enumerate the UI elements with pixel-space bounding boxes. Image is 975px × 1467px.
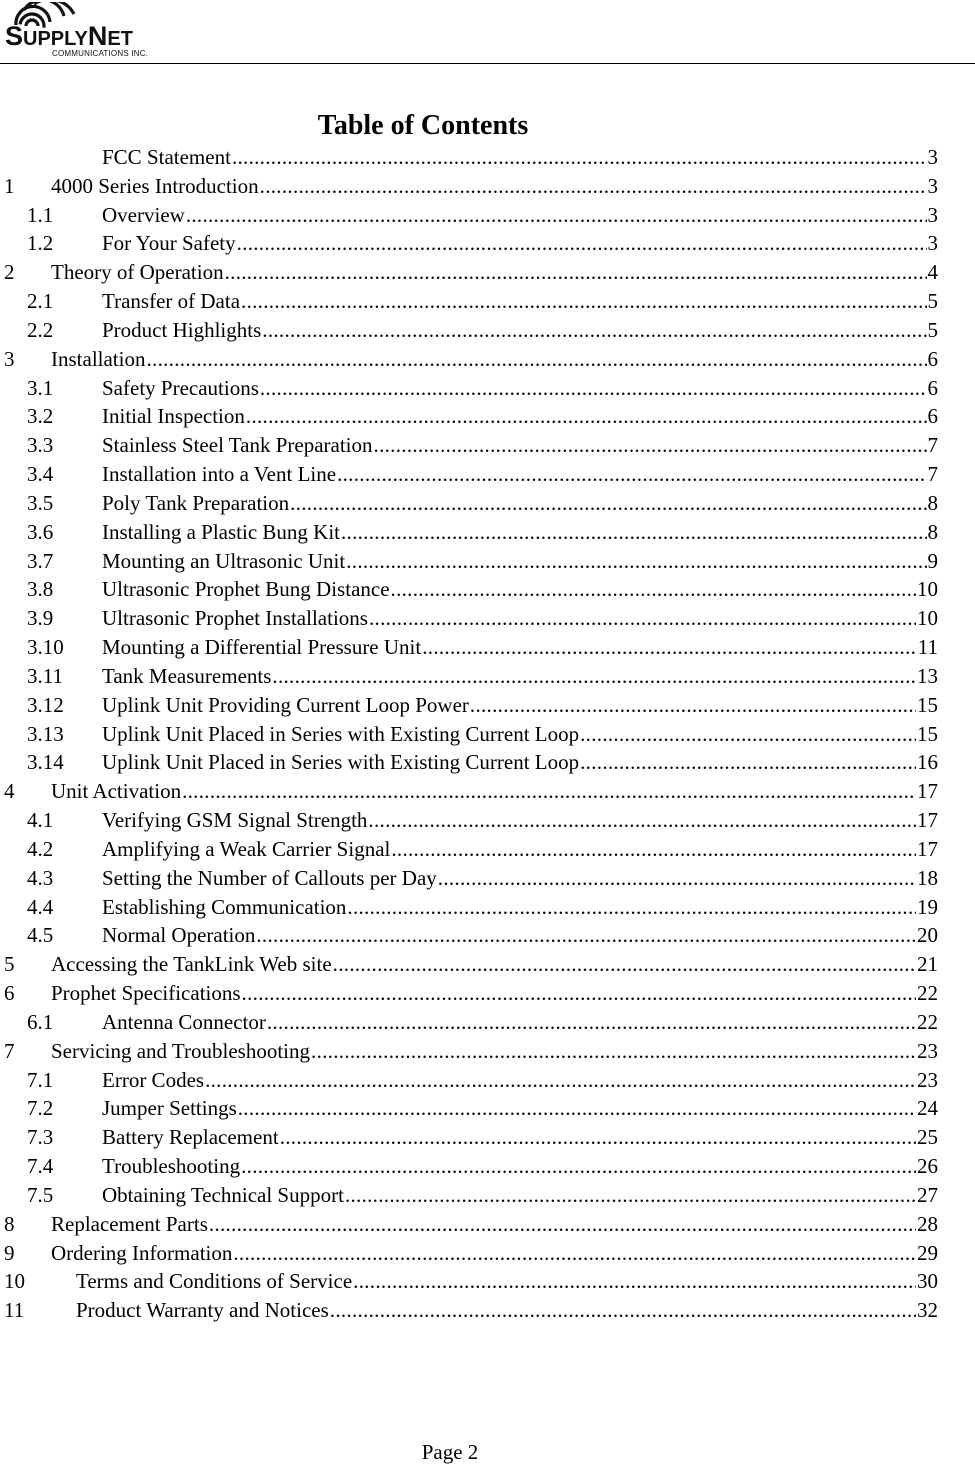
toc-entry[interactable] <box>4 979 938 1008</box>
toc-entry-page[interactable]: 11 <box>917 635 938 660</box>
toc-entry-page[interactable]: 10 <box>917 606 938 631</box>
toc-entry-title[interactable]: Theory of Operation <box>51 260 224 285</box>
toc-entry[interactable] <box>4 258 938 287</box>
toc-dot-leader <box>246 402 927 431</box>
toc-entry-number: 3.3 <box>27 433 54 458</box>
supplynet-logo <box>4 2 174 60</box>
toc-entry-title[interactable]: Jumper Settings <box>102 1096 237 1121</box>
toc-dot-leader <box>345 1181 916 1210</box>
logo-wordmark <box>5 23 133 50</box>
toc-entry-number: 3.11 <box>27 663 63 688</box>
toc-entry-number: 9 <box>4 1240 15 1265</box>
toc-entry-number: 4.5 <box>27 923 54 948</box>
toc-entry-title[interactable]: Tank Measurements <box>102 663 272 688</box>
toc-entry[interactable] <box>27 431 938 460</box>
toc-dot-leader <box>311 1037 916 1066</box>
toc-entry-number: 4.2 <box>27 836 54 861</box>
toc-entry-page[interactable]: 8 <box>927 519 938 544</box>
toc-entry-title[interactable]: Prophet Specifications <box>51 981 241 1006</box>
toc-entry-number: 1.2 <box>27 231 54 256</box>
toc-entry-page[interactable]: 28 <box>917 1211 938 1236</box>
toc-entry-page[interactable]: 5 <box>927 289 938 314</box>
toc-dot-leader <box>242 979 916 1008</box>
toc-dot-leader <box>368 806 916 835</box>
toc-entry-title[interactable]: Product Highlights <box>102 317 262 342</box>
toc-dot-leader <box>290 489 926 518</box>
toc-entry-number: 11 <box>4 1298 25 1323</box>
toc-dot-leader <box>232 143 927 172</box>
toc-entry-number: 7 <box>4 1038 15 1063</box>
toc-entry-title[interactable]: Installing a Plastic Bung Kit <box>102 519 340 544</box>
toc-entry-page[interactable]: 5 <box>927 317 938 342</box>
toc-dot-leader <box>205 1066 916 1095</box>
toc-entry-title[interactable]: Antenna Connector <box>102 1009 266 1034</box>
toc-dot-leader <box>341 518 927 547</box>
toc-dot-leader <box>238 1094 916 1123</box>
toc-entry[interactable] <box>27 864 938 893</box>
toc-dot-leader <box>280 1123 916 1152</box>
toc-entry-title[interactable]: Initial Inspection <box>102 404 245 429</box>
toc-entry-title[interactable]: Uplink Unit Placed in Series with Existing Current Loop <box>102 721 580 746</box>
toc-entry-page[interactable]: 22 <box>917 1009 938 1034</box>
toc-entry-number: 2.1 <box>27 289 54 314</box>
toc-dot-leader <box>346 547 926 576</box>
logo-letter: S <box>5 21 24 51</box>
toc-dot-leader <box>422 633 917 662</box>
toc-entry[interactable] <box>27 1008 938 1037</box>
toc-entry-number: 6 <box>4 981 15 1006</box>
toc-entry-title[interactable]: Uplink Unit Providing Current Loop Power <box>102 692 469 717</box>
toc-entry[interactable] <box>27 143 938 172</box>
toc-entry-title[interactable]: Product Warranty and Notices <box>76 1298 329 1323</box>
toc-dot-leader <box>470 691 916 720</box>
toc-entry[interactable] <box>27 1094 938 1123</box>
toc-dot-leader <box>272 662 916 691</box>
toc-entry-page[interactable]: 17 <box>917 808 938 833</box>
toc-entry-number: 4.3 <box>27 865 54 890</box>
toc-entry-title[interactable]: Overview <box>102 202 185 227</box>
toc-entry-page[interactable]: 29 <box>917 1240 938 1265</box>
toc-entry-title[interactable]: Ultrasonic Prophet Bung Distance <box>102 577 390 602</box>
toc-entry-page[interactable]: 20 <box>917 923 938 948</box>
toc-entry[interactable] <box>27 921 938 950</box>
toc-dot-leader <box>353 1267 916 1296</box>
toc-entry-page[interactable]: 25 <box>917 1125 938 1150</box>
toc-dot-leader <box>241 287 926 316</box>
toc-entry-title[interactable]: Normal Operation <box>102 923 256 948</box>
toc-entry-number: 6.1 <box>27 1009 54 1034</box>
toc-entry-title[interactable]: Uplink Unit Placed in Series with Existing Current Loop <box>102 750 580 775</box>
toc-entry[interactable] <box>4 1037 938 1066</box>
toc-entry-page[interactable]: 16 <box>917 750 938 775</box>
toc-entry-page[interactable]: 6 <box>927 346 938 371</box>
toc-entry-title[interactable]: Transfer of Data <box>102 289 241 314</box>
toc-entry-page[interactable]: 9 <box>927 548 938 573</box>
toc-entry-title[interactable]: For Your Safety <box>102 231 236 256</box>
toc-entry[interactable] <box>4 1267 938 1296</box>
toc-entry-number: 3.6 <box>27 519 54 544</box>
toc-entry-page[interactable]: 24 <box>917 1096 938 1121</box>
toc-entry-title[interactable]: Accessing the TankLink Web site <box>51 952 332 977</box>
toc-entry[interactable] <box>27 518 938 547</box>
toc-entry-title[interactable]: Poly Tank Preparation <box>102 490 290 515</box>
toc-entry[interactable] <box>4 950 938 979</box>
toc-entry[interactable] <box>27 604 938 633</box>
toc-entry-page[interactable]: 3 <box>927 145 938 169</box>
toc-entry-number: 2 <box>4 260 15 285</box>
toc-entry-title[interactable]: Installation <box>51 346 146 371</box>
toc-dot-leader <box>580 748 916 777</box>
toc-dot-leader <box>256 921 916 950</box>
toc-entry-page[interactable]: 23 <box>917 1067 938 1092</box>
toc-dot-leader <box>337 460 926 489</box>
toc-entry-page[interactable]: 17 <box>917 836 938 861</box>
toc-entry-number: 3.12 <box>27 692 64 717</box>
toc-entry-number: 3.7 <box>27 548 54 573</box>
toc-dot-leader <box>233 1239 916 1268</box>
logo-subtitle: COMMUNICATIONS INC. <box>52 49 149 58</box>
toc-dot-leader <box>260 172 927 201</box>
toc-entry-number: 2.2 <box>27 317 54 342</box>
toc-entry-title[interactable]: Ultrasonic Prophet Installations <box>102 606 368 631</box>
toc-entry-number: 7.1 <box>27 1067 54 1092</box>
toc-entry-title[interactable]: Mounting an Ultrasonic Unit <box>102 548 346 573</box>
toc-entry-page[interactable]: 18 <box>917 865 938 890</box>
toc-entry-title[interactable]: Verifying GSM Signal Strength <box>102 808 368 833</box>
toc-entry-number: 3.14 <box>27 750 64 775</box>
toc-dot-leader <box>225 258 927 287</box>
toc-entry-number: 3.8 <box>27 577 54 602</box>
toc-dot-leader <box>186 201 927 230</box>
toc-entry-title[interactable]: Troubleshooting <box>102 1154 241 1179</box>
toc-entry[interactable] <box>27 201 938 230</box>
toc-entry-title[interactable]: Installation into a Vent Line <box>102 462 337 487</box>
toc-entry[interactable] <box>27 633 938 662</box>
toc-entry[interactable] <box>27 460 938 489</box>
toc-entry-page[interactable]: 4 <box>927 260 938 285</box>
toc-dot-leader <box>333 950 916 979</box>
logo-letters: ET <box>107 28 133 50</box>
toc-dot-leader <box>209 1210 916 1239</box>
toc-entry[interactable] <box>4 345 938 374</box>
toc-dot-leader <box>347 893 916 922</box>
toc-dot-leader <box>438 864 916 893</box>
toc-entry[interactable] <box>27 575 938 604</box>
toc-entry[interactable] <box>4 172 938 201</box>
toc-entry[interactable] <box>27 547 938 576</box>
toc-dot-leader <box>241 1152 916 1181</box>
toc-entry-page[interactable]: 6 <box>927 375 938 400</box>
toc-entry-title[interactable]: 4000 Series Introduction <box>51 173 259 198</box>
toc-entry[interactable] <box>4 1296 938 1325</box>
toc-entry[interactable] <box>27 374 938 403</box>
toc-entry-number: 3.10 <box>27 635 64 660</box>
page-number: Page 2 <box>421 1440 479 1464</box>
toc-entry[interactable] <box>27 402 938 431</box>
toc-dot-leader <box>391 835 916 864</box>
toc-entry-number: 4.1 <box>27 808 54 833</box>
toc-entry[interactable] <box>27 662 938 691</box>
toc-entry-page[interactable]: 7 <box>927 462 938 487</box>
toc-entry-title[interactable]: Error Codes <box>102 1067 205 1092</box>
toc-dot-leader <box>374 431 927 460</box>
toc-entry-number: 10 <box>4 1269 25 1294</box>
toc-dot-leader <box>580 720 916 749</box>
toc-dot-leader <box>182 777 916 806</box>
toc-entry[interactable] <box>27 893 938 922</box>
toc-entry-page[interactable]: 3 <box>927 173 938 198</box>
toc-entry-page[interactable]: 19 <box>917 894 938 919</box>
toc-entry-number: 3 <box>4 346 15 371</box>
toc-entry-page[interactable]: 3 <box>927 231 938 256</box>
toc-entry[interactable] <box>27 316 938 345</box>
toc-entry-page[interactable]: 6 <box>927 404 938 429</box>
logo-letter: N <box>87 21 108 51</box>
toc-entry-page[interactable]: 30 <box>917 1269 938 1294</box>
toc-entry-title[interactable]: Terms and Conditions of Service <box>76 1269 353 1294</box>
toc-entry-number: 7.2 <box>27 1096 54 1121</box>
toc-entry-page[interactable]: 32 <box>917 1298 938 1323</box>
toc-entry-page[interactable]: 17 <box>917 779 938 804</box>
toc-entry-page[interactable]: 13 <box>917 663 938 688</box>
toc-entry[interactable] <box>27 489 938 518</box>
toc-entry-title[interactable]: Mounting a Differential Pressure Unit <box>102 635 422 660</box>
toc-entry[interactable] <box>27 806 938 835</box>
toc-entry-page[interactable]: 26 <box>917 1154 938 1179</box>
toc-entry-number: 1.1 <box>27 202 54 227</box>
toc-entry[interactable] <box>27 748 938 777</box>
toc-entry[interactable] <box>27 1066 938 1095</box>
toc-entry[interactable] <box>27 287 938 316</box>
toc-entry-number: 3.9 <box>27 606 54 631</box>
toc-entry-number: 7.4 <box>27 1154 54 1179</box>
toc-entry-title[interactable]: FCC Statement <box>102 145 231 169</box>
toc-entry[interactable] <box>27 1181 938 1210</box>
toc-dot-leader <box>237 229 927 258</box>
toc-entry-title[interactable]: Servicing and Troubleshooting <box>51 1038 311 1063</box>
logo-letters: UPPLY <box>23 28 88 50</box>
toc-entry-number: 8 <box>4 1211 15 1236</box>
toc-entry-number: 1 <box>4 173 15 198</box>
toc-entry-number: 4.4 <box>27 894 54 919</box>
page-title: Table of Contents <box>317 110 529 141</box>
toc-entry-number: 3.2 <box>27 404 54 429</box>
toc-entry-page[interactable]: 10 <box>917 577 938 602</box>
header-rule <box>0 63 975 64</box>
toc-entry-page[interactable]: 27 <box>917 1182 938 1207</box>
toc-entry-number: 3.13 <box>27 721 64 746</box>
toc-entry-title[interactable]: Replacement Parts <box>51 1211 208 1236</box>
toc-entry-page[interactable]: 22 <box>917 981 938 1006</box>
toc-dot-leader <box>391 575 916 604</box>
toc-dot-leader <box>330 1296 916 1325</box>
toc-dot-leader <box>146 345 926 374</box>
toc-entry-title[interactable]: Obtaining Technical Support <box>102 1182 344 1207</box>
toc-entry-number: 5 <box>4 952 15 977</box>
toc-entry-title[interactable]: Unit Activation <box>51 779 182 804</box>
page-header <box>0 0 975 66</box>
toc-entry[interactable] <box>27 691 938 720</box>
toc-entry-number: 4 <box>4 779 15 804</box>
toc-entry-title[interactable]: Battery Replacement <box>102 1125 279 1150</box>
toc-entry-page[interactable]: 15 <box>917 721 938 746</box>
toc-dot-leader <box>260 374 927 403</box>
toc-dot-leader <box>369 604 916 633</box>
toc-entry[interactable] <box>4 1239 938 1268</box>
toc-entry-title[interactable]: Setting the Number of Callouts per Day <box>102 865 437 890</box>
toc-entry-page[interactable]: 3 <box>927 202 938 227</box>
toc-entry-number: 3.4 <box>27 462 54 487</box>
toc-entry-title[interactable]: Ordering Information <box>51 1240 233 1265</box>
toc-entry-number: 7.5 <box>27 1182 54 1207</box>
toc-entry-page[interactable]: 21 <box>917 952 938 977</box>
toc-dot-leader <box>267 1008 916 1037</box>
toc-entry-title[interactable]: Safety Precautions <box>102 375 259 400</box>
toc-entry-number: 3.5 <box>27 490 54 515</box>
toc-entry-page[interactable]: 15 <box>917 692 938 717</box>
toc-entry-title[interactable]: Amplifying a Weak Carrier Signal <box>102 836 391 861</box>
toc-entry-number: 7.3 <box>27 1125 54 1150</box>
toc-dot-leader <box>262 316 926 345</box>
toc-entry[interactable] <box>27 1152 938 1181</box>
toc-entry[interactable] <box>27 229 938 258</box>
toc-entry[interactable] <box>4 1210 938 1239</box>
toc-entry[interactable] <box>4 777 938 806</box>
toc-entry[interactable] <box>27 1123 938 1152</box>
toc-entry-page[interactable]: 23 <box>917 1038 938 1063</box>
toc-entry[interactable] <box>27 835 938 864</box>
toc-entry-number: 3.1 <box>27 375 54 400</box>
toc-entry[interactable] <box>27 720 938 749</box>
toc-entry-title[interactable]: Stainless Steel Tank Preparation <box>102 433 373 458</box>
toc-entry-title[interactable]: Establishing Communication <box>102 894 347 919</box>
toc-entry-page[interactable]: 7 <box>927 433 938 458</box>
toc-entry-page[interactable]: 8 <box>927 490 938 515</box>
